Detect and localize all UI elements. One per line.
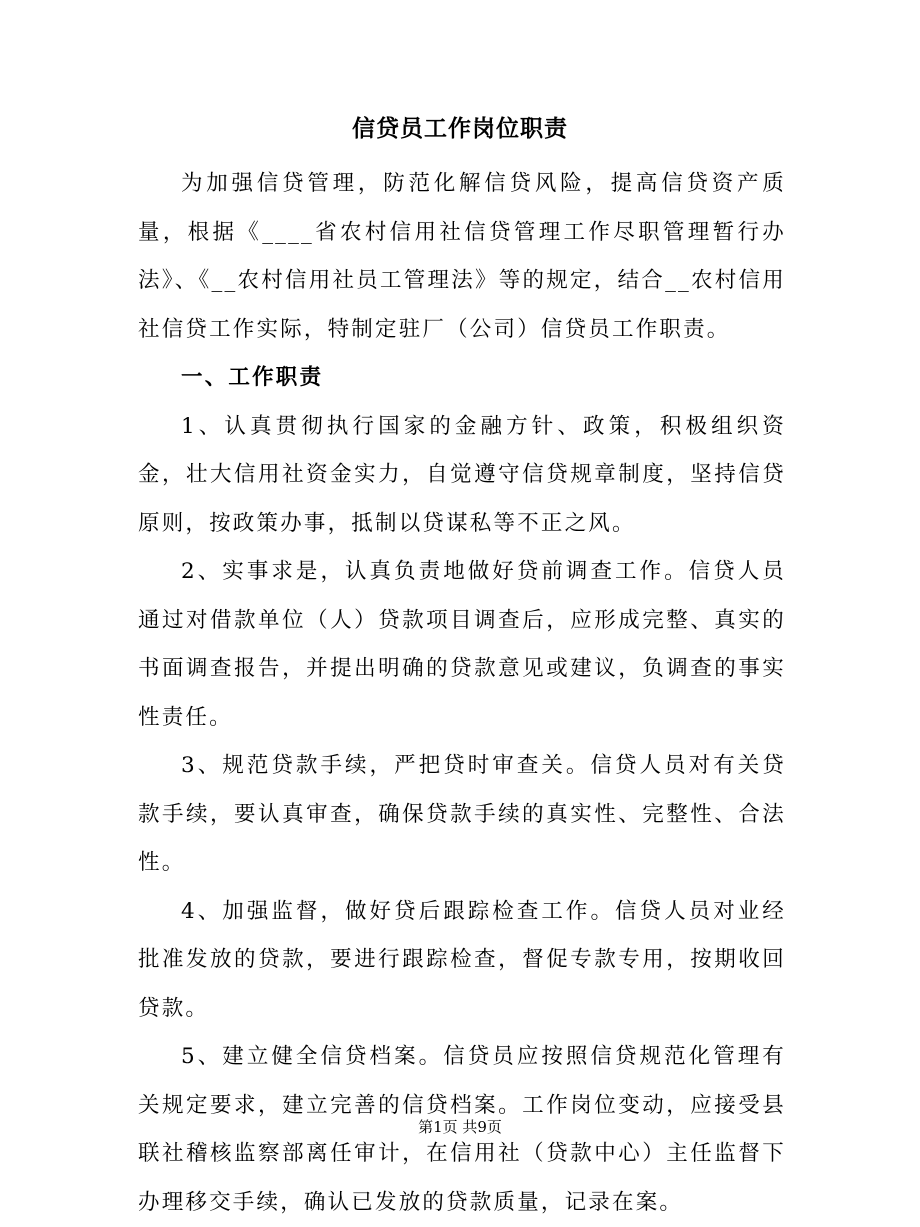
document-title: 信贷员工作岗位职责 xyxy=(352,115,568,142)
page-number-footer: 第1页 共9页 xyxy=(418,1118,502,1136)
duty-item-4: 4、加强监督，做好贷后跟踪检查工作。信贷人员对业经批准发放的贷款，要进行跟踪检查，督促专款专用，按期收回贷款。 xyxy=(138,898,786,1021)
duty-item-5: 5、建立健全信贷档案。信贷员应按照信贷规范化管理有关规定要求，建立完善的信贷档案。工作岗位变动，应接受县联社稽核监察部离任审计，在信用社（贷款中心）主任监督下办理移交手续，确认已发放的贷款质量，记录在案。 xyxy=(138,1044,786,1215)
section-heading: 一、工作职责 xyxy=(181,365,324,390)
duty-item-3: 3、规范贷款手续，严把贷时审查关。信贷人员对有关贷款手续，要认真审查，确保贷款手续的真实性、完整性、合法性。 xyxy=(138,753,786,875)
document-body xyxy=(138,160,786,1227)
duty-item-1: 1、认真贯彻执行国家的金融方针、政策，积极组织资金，壮大信用社资金实力，自觉遵守信贷规章制度，坚持信贷原则，按政策办事，抵制以贷谋私等不正之风。 xyxy=(138,413,786,536)
duty-item-2: 2、实事求是，认真负责地做好贷前调查工作。信贷人员通过对借款单位（人）贷款项目调查后，应形成完整、真实的书面调查报告，并提出明确的贷款意见或建议，负调查的事实性责任。 xyxy=(138,559,786,730)
intro-paragraph: 为加强信贷管理，防范化解信贷风险，提高信贷资产质量，根据《____省农村信用社信贷管理工作尽职管理暂行办法》、《__农村信用社员工管理法》等的规定，结合__农村信用社信贷工作实际，特制定驻厂（公司）信贷员工作职责。 xyxy=(138,171,786,342)
